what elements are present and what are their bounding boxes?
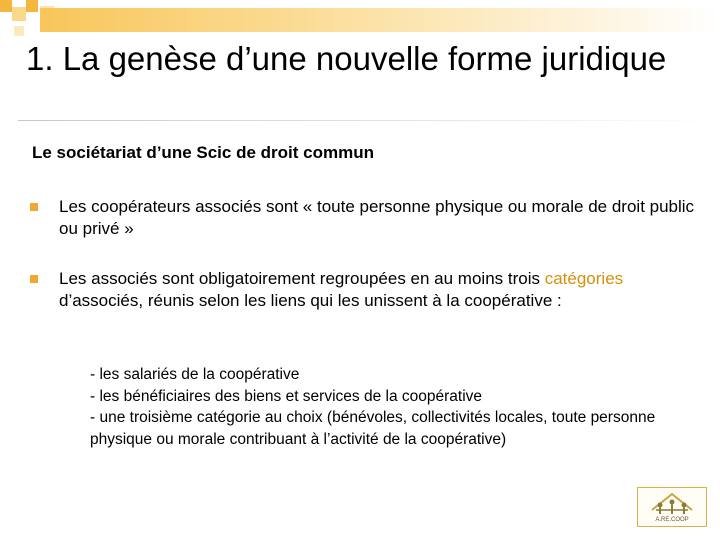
slide-subtitle: Le sociétariat d’une Scic de droit commun [32,143,374,162]
decor-square [12,7,26,21]
title-divider [18,120,720,121]
bullet-square-icon [30,203,38,211]
logo-text: A.RE.COOP [655,517,689,523]
bullet-text: Les coopérateurs associés sont « toute personne physique ou morale de droit public ou privé » [59,197,695,238]
slide-title: 1. La genèse d’une nouvelle forme juridique [26,40,667,77]
list-item: - les bénéficiaires des biens et services de la coopérative [90,387,483,405]
list-item: - les salariés de la coopérative [90,366,300,383]
decor-square [14,26,24,36]
category-list [90,364,690,450]
list-item: - une troisième catégorie au choix (bénévoles, collectivités locales, toute personne physique ou morale contribuant à l’activité de la coopérative) [90,409,656,448]
header-band [40,8,720,32]
highlight-word: catégories [544,269,624,288]
decor-square [26,0,38,12]
arecoop-logo [637,487,707,527]
bullet-text-start: Les associés sont obligatoirement regroupées en au moins trois [59,269,545,288]
bullet-item [30,196,700,240]
bullet-text [59,268,700,312]
house-people-logo-icon [638,488,706,518]
bullet-square-icon [30,275,38,283]
decor-square [0,0,12,12]
bullet-item [30,268,700,312]
bullet-text-end: d’associés, réunis selon les liens qui les unissent à la coopérative : [59,291,562,310]
